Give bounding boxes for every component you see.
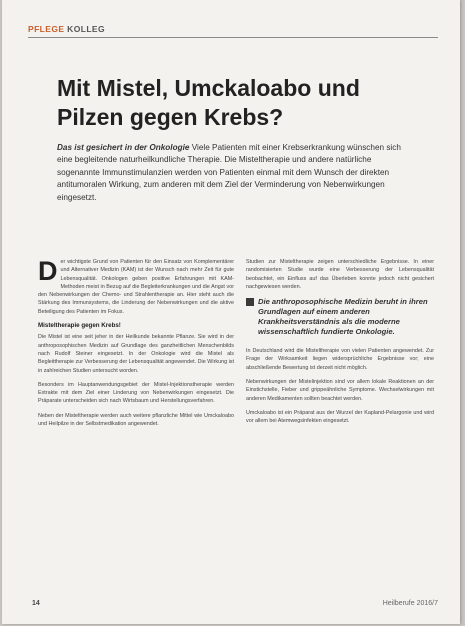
section-header bbox=[28, 24, 105, 34]
lead-text: Viele Patienten mit einer Krebserkrankung wünschen sich eine begleitende naturheilkundliche Therapie. Die Misteltherapie und andere natürliche sogenannte Immunstimulanzien werden von Patienten einmal mit dem Wunsch der direkten antitumoralen Wirkung, zum anderen mit dem Ziel der Verminderung von Nebenwirkungen eingesetzt. bbox=[57, 143, 401, 202]
page-number: 14 bbox=[32, 600, 40, 607]
paragraph: Studien zur Misteltherapie zeigen unterschiedliche Ergebnisse. In einer randomisierten Studie wurde eine Verbesserung der Lebensqualität beobachtet, ein Einfluss auf das Überleben konnte jedoch nicht gesichert nachgewiesen werden. bbox=[246, 259, 434, 290]
paragraph: In Deutschland wird die Misteltherapie von vielen Patienten angewendet. Zur Frage der Wirksamkeit liegen widersprüchliche Ergebnisse vor; eine abschließende Bewertung ist derzeit nicht möglich. bbox=[246, 348, 434, 371]
paragraph: Die Mistel ist eine seit jeher in der Heilkunde bekannte Pflanze. Sie wird in der anthroposophischen Medizin auf Grundlage des ganzheitlichen Menschenbilds nach Rudolf Steiner eingesetzt. In der Onkologie wird die Mistel als Begleittherapie zur Verbesserung der Lebensqualität angewendet. Die Wirkung ist in zahlreichen Studien untersucht worden. bbox=[38, 334, 234, 374]
square-bullet-icon bbox=[246, 298, 254, 306]
paragraph: Besonders im Hauptanwendungsgebiet der Mistel-Injektionstherapie werden Extrakte mit dem Ziel einer Linderung von Nebenwirkungen eingesetzt. Die Präparate unterscheiden sich nach Wirtsbaum und Herstellungsverfahren. bbox=[38, 381, 234, 405]
lead-intro: Das ist gesichert in der Onkologie bbox=[57, 143, 190, 152]
paragraph: Umckaloabo ist ein Präparat aus der Wurzel der Kapland-Pelargonie und wird vor allem bei Atemwegsinfekten eingesetzt. bbox=[246, 409, 434, 425]
paragraph-text: er wichtigste Grund von Patienten für den Einsatz von Komplementärer und Alternativer Medizin (KAM) ist der Wunsch nach mehr Zeit für gute Lebensqualität. Onkologen geben positive Erfahrungen mit KAM-Methoden meist in Bezug auf die Begleiterkrankungen und die Angst vor den Nebenwirkungen der Chemo- und Strahlentherapie an. Hier steht auch die Stärkung des Immunsystems, die Linderung der Nebenwirkungen und die aktive Beteiligung des Patienten im Fokus. bbox=[38, 259, 234, 315]
magazine-page bbox=[2, 0, 460, 624]
article-lead bbox=[57, 142, 412, 204]
section-label-pflege: PFLEGE bbox=[28, 24, 65, 34]
right-column bbox=[246, 258, 434, 432]
pull-quote bbox=[246, 297, 434, 337]
article-title bbox=[57, 74, 417, 132]
left-column bbox=[38, 258, 234, 434]
journal-name: Heilberufe 2016/7 bbox=[382, 600, 438, 607]
pull-quote-text: Die anthroposophische Medizin beruht in ihren Grundlagen auf einem anderen Krankheitsverständnis als die moderne wissenschaftlich fundierte Onkologie. bbox=[258, 297, 428, 337]
subheading: Misteltherapie gegen Krebs! bbox=[38, 322, 121, 330]
title-line-1: Mit Mistel, Umckaloabo und bbox=[57, 75, 360, 101]
drop-cap: D bbox=[38, 256, 58, 286]
header-divider bbox=[28, 37, 438, 38]
paragraph: Nebenwirkungen der Mistelinjektion sind vor allem lokale Reaktionen an der Einstichstelle, Fieber und grippeähnliche Symptome. Wechselwirkungen mit anderen Medikamenten sollten beachtet werden. bbox=[246, 379, 434, 402]
paragraph: Neben der Misteltherapie werden auch weitere pflanzliche Mittel wie Umckaloabo und Heilpilze in der Selbstmedikation angewendet. bbox=[38, 412, 234, 428]
paragraph bbox=[38, 258, 234, 316]
section-label-kolleg: KOLLEG bbox=[67, 24, 105, 34]
title-line-2: Pilzen gegen Krebs? bbox=[57, 104, 284, 130]
